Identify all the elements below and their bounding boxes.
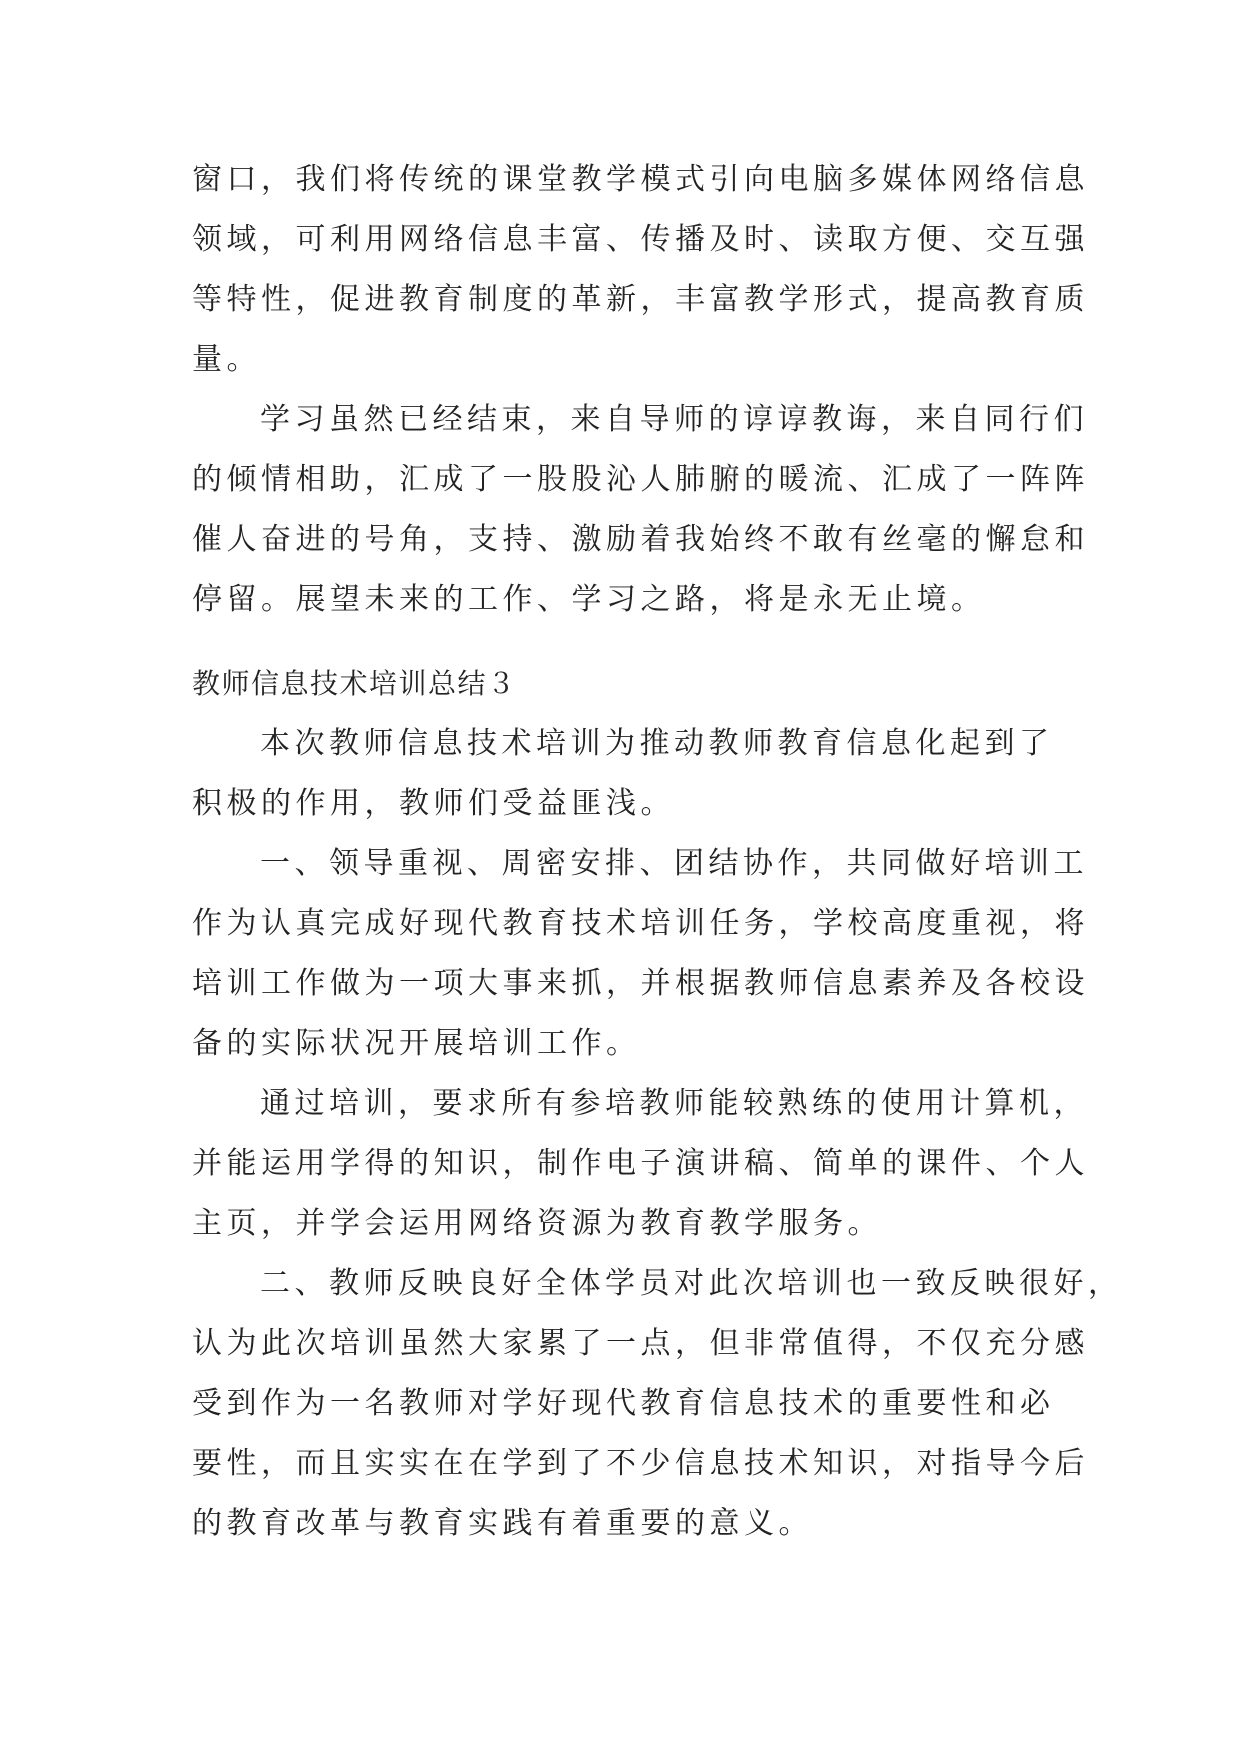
paragraph-1	[192, 150, 1089, 390]
paragraph-line: 领域，可利用网络信息丰富、传播及时、读取方便、交互强	[192, 222, 1089, 257]
paragraph-line: 停留。展望未来的工作、学习之路，将是永无止境。	[192, 582, 986, 617]
paragraph-4	[192, 834, 1089, 1074]
paragraph-2	[192, 390, 1089, 630]
paragraph-line: 催人奋进的号角，支持、激励着我始终不敢有丝毫的懈怠和	[192, 522, 1089, 557]
paragraph-line: 要性，而且实实在在学到了不少信息技术知识，对指导今后	[192, 1446, 1089, 1481]
paragraph-line: 窗口，我们将传统的课堂教学模式引向电脑多媒体网络信息	[192, 162, 1089, 197]
paragraph-line: 二、教师反映良好全体学员对此次培训也一致反映很好，	[260, 1266, 1123, 1301]
paragraph-3	[192, 714, 1058, 834]
paragraph-line: 积极的作用，教师们受益匪浅。	[192, 786, 675, 821]
section-heading: 教师信息技术培训总结３	[192, 667, 517, 700]
paragraph-6	[192, 1254, 1123, 1554]
paragraph-line: 认为此次培训虽然大家累了一点，但非常值得，不仅充分感	[192, 1326, 1089, 1361]
paragraph-line: 学习虽然已经结束，来自导师的谆谆教诲，来自同行们	[260, 402, 1088, 437]
paragraph-line: 的教育改革与教育实践有着重要的意义。	[192, 1506, 813, 1541]
paragraph-line: 培训工作做为一项大事来抓，并根据教师信息素养及各校设	[192, 966, 1089, 1001]
paragraph-line: 主页，并学会运用网络资源为教育教学服务。	[192, 1206, 882, 1241]
paragraph-line: 本次教师信息技术培训为推动教师教育信息化起到了	[260, 726, 1054, 761]
paragraph-line: 一、领导重视、周密安排、团结协作，共同做好培训工	[260, 846, 1088, 881]
paragraph-line: 量。	[192, 342, 261, 377]
paragraph-line: 等特性，促进教育制度的革新，丰富教学形式，提高教育质	[192, 282, 1089, 317]
paragraph-line: 并能运用学得的知识，制作电子演讲稿、简单的课件、个人	[192, 1146, 1089, 1181]
paragraph-5	[192, 1074, 1089, 1254]
document-body	[192, 150, 1123, 1554]
paragraph-line: 的倾情相助，汇成了一股股沁人肺腑的暖流、汇成了一阵阵	[192, 462, 1089, 497]
paragraph-line: 备的实际状况开展培训工作。	[192, 1026, 641, 1061]
paragraph-line: 受到作为一名教师对学好现代教育信息技术的重要性和必	[192, 1386, 1055, 1421]
paragraph-line: 作为认真完成好现代教育技术培训任务，学校高度重视，将	[192, 906, 1089, 941]
paragraph-line: 通过培训，要求所有参培教师能较熟练的使用计算机，	[260, 1086, 1088, 1121]
